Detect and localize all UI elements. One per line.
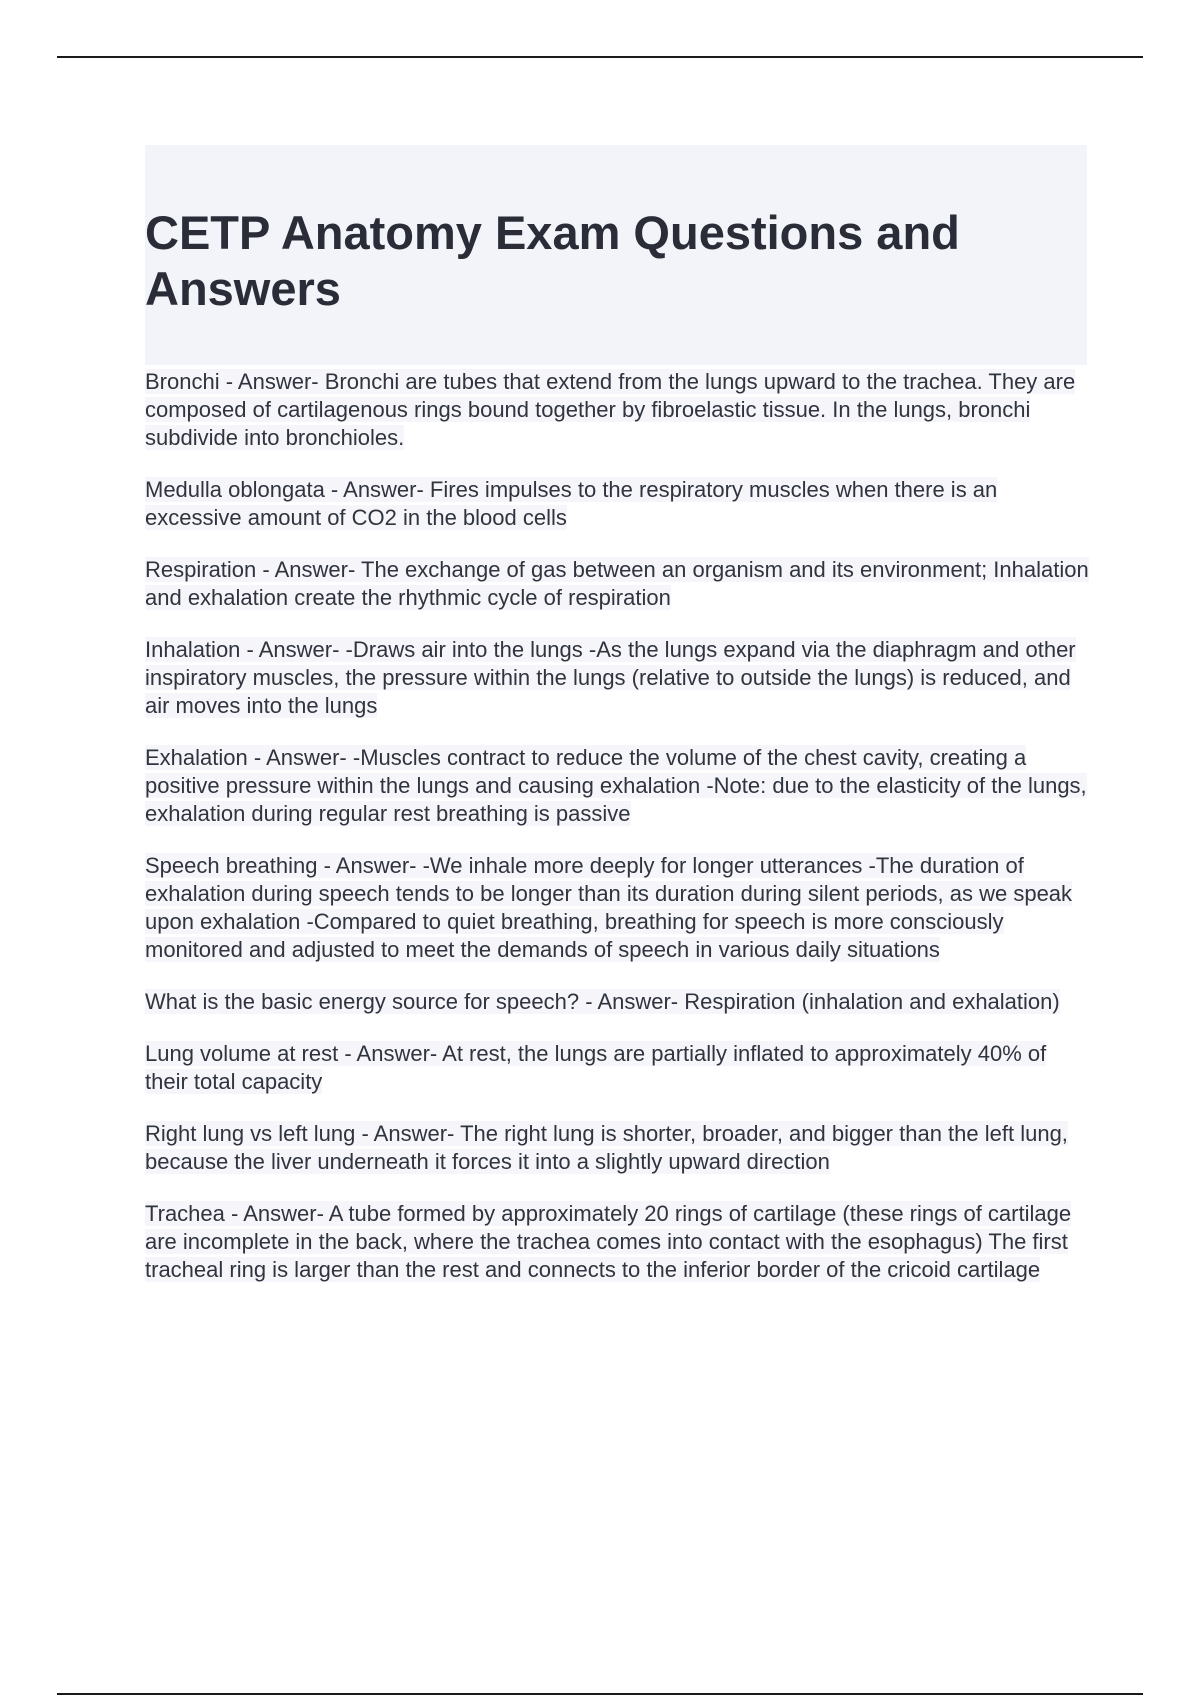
qa-item-medulla-oblongata: Medulla oblongata - Answer- Fires impulses to the respiratory muscles when there is an excessive amount of CO2 in the blood cells: [145, 477, 998, 530]
qa-item-exhalation: Exhalation - Answer- -Muscles contract to reduce the volume of the chest cavity, creating a positive pressure within the lungs and causing exhalation -Note: due to the elasticity of the lungs, exhalation during regular rest breathing is passive: [145, 745, 1087, 826]
qa-item-right-vs-left-lung: Right lung vs left lung - Answer- The right lung is shorter, broader, and bigger than the left lung, because the liver underneath it forces it into a slightly upward direction: [145, 1121, 1068, 1174]
title-line-2: Answers: [145, 262, 341, 315]
qa-item-lung-volume: Lung volume at rest - Answer- At rest, the lungs are partially inflated to approximately 40% of their total capacity: [145, 1041, 1047, 1094]
qa-item-trachea: Trachea - Answer- A tube formed by approximately 20 rings of cartilage (these rings of cartilage are incomplete in the back, where the trachea comes into contact with the esophagus) The first tracheal ring is larger than the rest and connects to the inferior border of the cricoid cartilage: [145, 1201, 1072, 1282]
qa-item-bronchi: Bronchi - Answer- Bronchi are tubes that extend from the lungs upward to the trachea. They are composed of cartilagenous rings bound together by fibroelastic tissue. In the lungs, bronchi subdivide into bronchioles.: [145, 369, 1076, 450]
qa-list: [145, 368, 1095, 1308]
top-rule: [57, 56, 1143, 58]
title-line-1: CETP Anatomy Exam Questions and: [145, 206, 960, 259]
qa-item-respiration: Respiration - Answer- The exchange of gas between an organism and its environment; Inhalation and exhalation create the rhythmic cycle of respiration: [145, 557, 1089, 610]
title-block: [145, 145, 1087, 365]
qa-item-inhalation: Inhalation - Answer- -Draws air into the lungs -As the lungs expand via the diaphragm and other inspiratory muscles, the pressure within the lungs (relative to outside the lungs) is reduced, and air moves into the lungs: [145, 637, 1076, 718]
bottom-rule: [57, 1693, 1143, 1695]
qa-item-energy-source: What is the basic energy source for speech? - Answer- Respiration (inhalation and exhalation): [145, 989, 1060, 1014]
qa-item-speech-breathing: Speech breathing - Answer- -We inhale more deeply for longer utterances -The duration of exhalation during speech tends to be longer than its duration during silent periods, as we speak upon exhalation -Compared to quiet breathing, breathing for speech is more consciously monitored and adjusted to meet the demands of speech in various daily situations: [145, 853, 1073, 962]
page-title: [145, 205, 1087, 317]
